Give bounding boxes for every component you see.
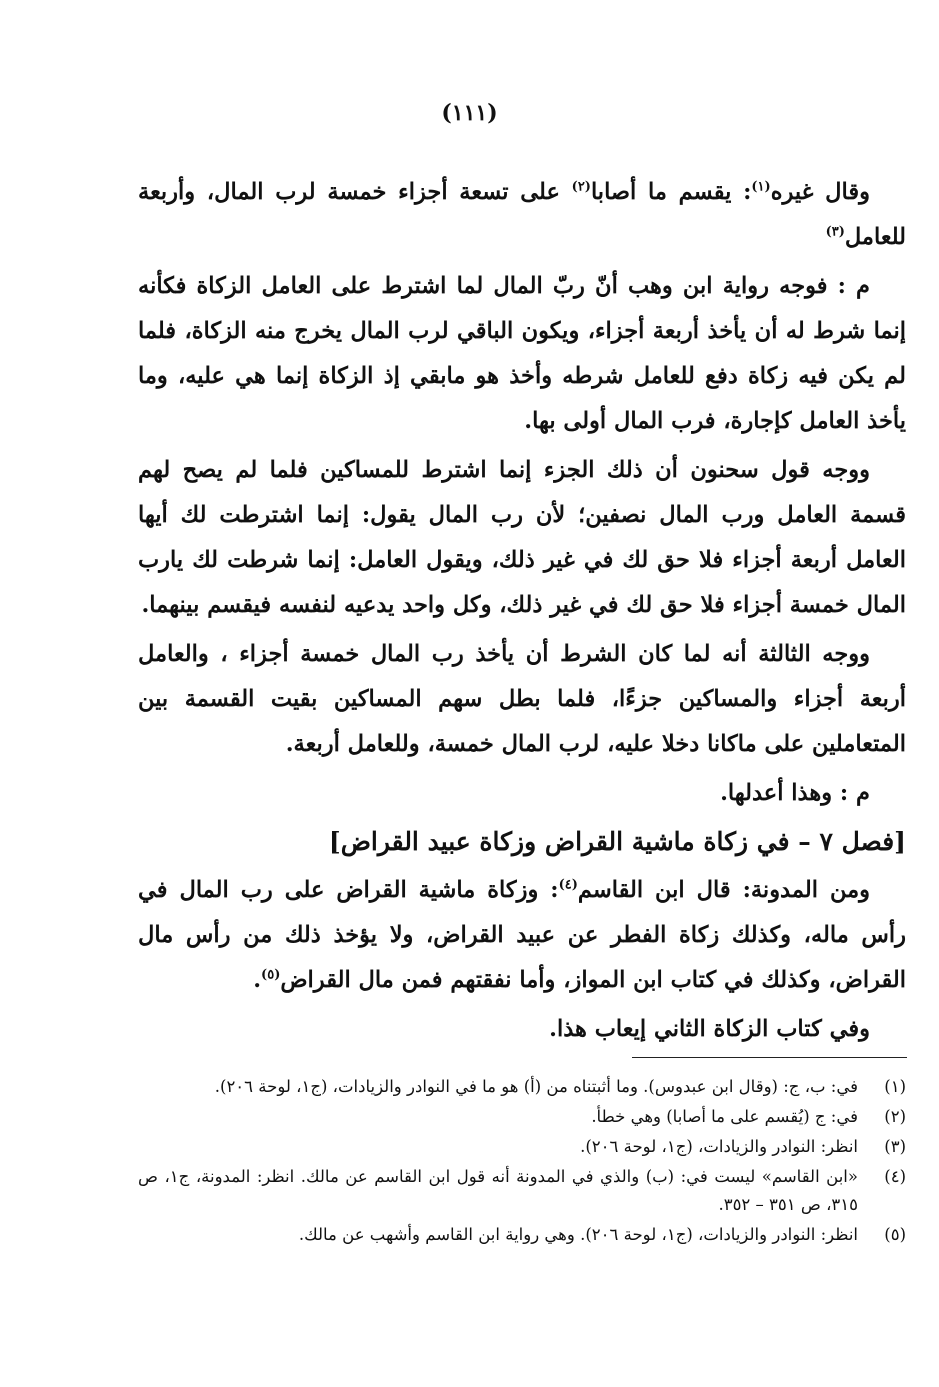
page-number: (١١١) xyxy=(441,100,498,126)
paragraph-4: ووجه الثالثة أنه لما كان الشرط أن يأخذ رب المال خمسة أجزاء ، والعامل أربعة أجزاء والمساكين جزءًا، فلما بطل سهم المساكين بقيت القسمة بين المتعاملين على ماكانا دخلا عليه، لرب المال خمسة، وللعامل أربعة. xyxy=(138,641,906,757)
footnote-number: (٤) xyxy=(884,1167,906,1186)
section-paragraph-1-text-b: : وزكاة ماشية القراض على رب المال في رأس ماله، وكذلك زكاة الفطر عن عبيد القراض، ولا يؤخذ ذلك من رأس مال القراض، وكذلك في كتاب ابن المواز، وأما نفقتهم فمن مال القراض xyxy=(138,877,906,993)
footnote-text: انظر: النوادر والزيادات، (ج١، لوحة ٢٠٦). xyxy=(580,1137,858,1156)
paragraph-1-text-b: : يقسم ما أصابا xyxy=(590,179,752,205)
footnote-ref-1: (١) xyxy=(751,179,771,195)
footnote-ref-4: (٤) xyxy=(558,877,578,893)
footnote-item xyxy=(138,1221,906,1249)
footnote-number: (٣) xyxy=(884,1137,906,1156)
section-paragraph-2: وفي كتاب الزكاة الثاني إيعاب هذا. xyxy=(549,1016,870,1042)
paragraph-1-text: وقال غيره xyxy=(770,179,871,205)
section-paragraph-1-text-c: . xyxy=(253,967,262,993)
main-text xyxy=(138,170,906,1056)
footnote-item xyxy=(138,1103,906,1131)
section-paragraph-1-text: ومن المدونة: قال ابن القاسم xyxy=(577,877,870,903)
footnote-ref-3: (٣) xyxy=(825,224,845,240)
paragraph-1-text-c: على تسعة أجزاء خمسة لرب المال، وأربعة للعامل xyxy=(138,179,906,250)
footnote-text: انظر: النوادر والزيادات، (ج١، لوحة ٢٠٦). وهي رواية ابن القاسم وأشهب عن مالك. xyxy=(298,1225,858,1244)
footnote-ref-5: (٥) xyxy=(261,967,281,983)
footnote-ref-2: (٢) xyxy=(571,179,591,195)
footnote-number: (٢) xyxy=(884,1107,906,1126)
footnote-item xyxy=(138,1073,906,1101)
footnote-number: (٥) xyxy=(884,1225,906,1244)
paragraph-5: م : وهذا أعدلها. xyxy=(720,780,870,806)
paragraph-3: ووجه قول سحنون أن ذلك الجزء إنما اشترط للمساكين فلما لم يصح لهم قسمة العامل ورب المال نصفين؛ لأن رب المال يقول: إنما اشترطت لك أيها العامل أربعة أجزاء فلا حق لك في غير ذلك، ويقول العامل: إنما شرطت لك يارب المال خمسة أجزاء فلا حق لك في غير ذلك، وكل واحد يدعيه لنفسه فيقسم بينهما. xyxy=(138,457,906,618)
paragraph-2: م : فوجه رواية ابن وهب أنّ ربّ المال لما اشترط على العامل الزكاة فكأنه إنما شرط له أن يأخذ أربعة أجزاء، ويكون الباقي لرب المال يخرج منه الزكاة، فلما لم يكن فيه زكاة دفع للعامل شرطه وأخذ هو مابقي إذ الزكاة إنما هي عليه، وما يأخذ العامل كإجارة، فرب المال أولى بها. xyxy=(138,273,906,434)
footnote-item xyxy=(138,1133,906,1161)
footnote-text: في: ب، ج: (وقال ابن عبدوس). وما أثبتناه من (أ) هو ما في النوادر والزيادات، (ج١، لوحة ٢٠٦). xyxy=(214,1077,858,1096)
footnote-divider xyxy=(632,1057,907,1058)
section-heading: [فصل ٧ – في زكاة ماشية القراض وزكاة عبيد القراض] xyxy=(328,827,906,856)
footnote-number: (١) xyxy=(884,1077,906,1096)
paragraph-1 xyxy=(138,170,906,260)
footnotes xyxy=(138,1073,906,1251)
footnote-item xyxy=(138,1163,906,1219)
section-paragraph-1 xyxy=(138,868,906,1003)
footnote-text: «ابن القاسم» ليست في: (ب) والذي في المدونة أنه قول ابن القاسم عن مالك. انظر: المدونة، ج١، ص ٣١٥، ص ٣٥١ – ٣٥٢. xyxy=(138,1167,858,1214)
footnote-text: في: ج (يُقسم على ما أصابا) وهي خطأ. xyxy=(591,1107,858,1126)
